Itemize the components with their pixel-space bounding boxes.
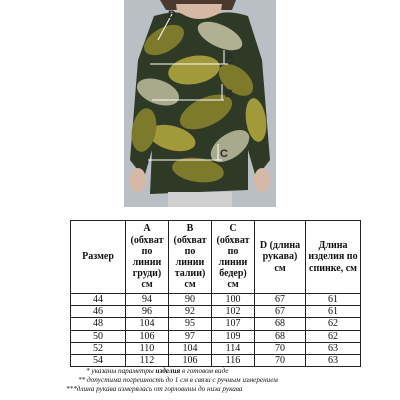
cell-sleeve: 68 — [255, 330, 306, 342]
product-photo — [124, 0, 276, 207]
cell-size: 48 — [71, 318, 126, 330]
footnote-sleeve-method: ***длина рукава измерялась от горловины до низа рукава — [66, 385, 243, 394]
header-waist: B (обхват по линии талии) см — [169, 221, 212, 294]
size-chart-table — [70, 220, 361, 367]
header-hips: C (обхват по линии бедер) см — [212, 221, 255, 294]
model-right-hand — [254, 168, 270, 192]
measure-letter-a: A — [226, 51, 234, 63]
cell-size: 54 — [71, 354, 126, 366]
cell-size: 52 — [71, 342, 126, 354]
footnotes — [66, 367, 366, 395]
cell-waist: 104 — [169, 342, 212, 354]
cell-sleeve: 68 — [255, 318, 306, 330]
footnote-finished-garment — [66, 367, 366, 376]
header-chest: A (обхват по линии груди) см — [126, 221, 169, 294]
table-row — [71, 342, 361, 354]
table-row — [71, 294, 361, 306]
cell-size: 50 — [71, 330, 126, 342]
cell-length: 62 — [306, 318, 361, 330]
footnote-1-suffix: в готовом виде — [180, 367, 229, 375]
cell-length: 61 — [306, 306, 361, 318]
cell-sleeve: 70 — [255, 342, 306, 354]
cell-hips: 116 — [212, 354, 255, 366]
footnote-tolerance: ** допустима погрешность до 1 см в связи с ручным измерением — [78, 376, 278, 385]
footnote-1-prefix: * указаны параметры — [86, 367, 156, 375]
header-length: Длина изделия по спинке, см — [306, 221, 361, 294]
cell-hips: 114 — [212, 342, 255, 354]
table-row — [71, 330, 361, 342]
cell-chest: 112 — [126, 354, 169, 366]
cell-sleeve: 67 — [255, 294, 306, 306]
cell-chest: 94 — [126, 294, 169, 306]
cell-chest: 106 — [126, 330, 169, 342]
cell-chest: 110 — [126, 342, 169, 354]
cell-chest: 104 — [126, 318, 169, 330]
measure-letter-b: B — [225, 88, 233, 100]
cell-waist: 90 — [169, 294, 212, 306]
cell-length: 61 — [306, 294, 361, 306]
cell-waist: 97 — [169, 330, 212, 342]
cell-hips: 107 — [212, 318, 255, 330]
cell-hips: 102 — [212, 306, 255, 318]
cell-hips: 100 — [212, 294, 255, 306]
model-sweater-illustration — [124, 0, 276, 207]
model-left-hand — [130, 168, 146, 192]
table-row — [71, 318, 361, 330]
cell-length: 62 — [306, 330, 361, 342]
table-row — [71, 354, 361, 366]
cell-sleeve: 70 — [255, 354, 306, 366]
measure-letter-c: C — [220, 148, 228, 160]
cell-length: 63 — [306, 342, 361, 354]
cell-size: 44 — [71, 294, 126, 306]
cell-waist: 106 — [169, 354, 212, 366]
cell-waist: 95 — [169, 318, 212, 330]
cell-sleeve: 67 — [255, 306, 306, 318]
model-legs — [168, 192, 232, 207]
cell-length: 63 — [306, 354, 361, 366]
cell-hips: 109 — [212, 330, 255, 342]
cell-size: 46 — [71, 306, 126, 318]
header-size: Размер — [71, 221, 126, 294]
cell-waist: 92 — [169, 306, 212, 318]
table-row — [71, 306, 361, 318]
table-header-row — [71, 221, 361, 294]
cell-chest: 96 — [126, 306, 169, 318]
measure-letter-d: D — [168, 9, 176, 21]
footnote-1-bold: изделия — [155, 367, 181, 375]
header-sleeve: D (длина рукава) см — [255, 221, 306, 294]
